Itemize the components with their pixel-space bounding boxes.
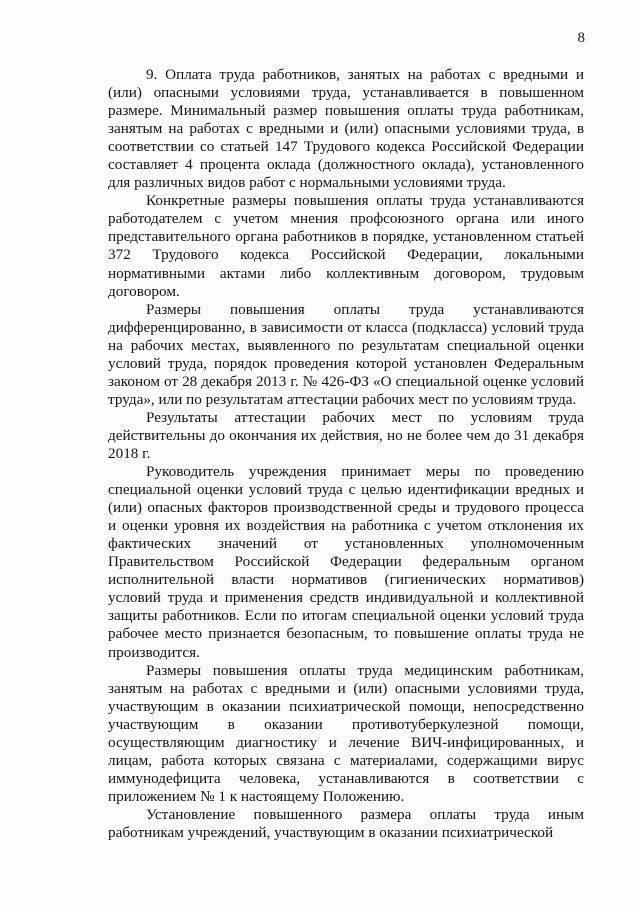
paragraph-medical-workers: Размеры повышения оплаты труда медицинским работникам, занятым на работах с вредными и (или) опасными условиями труда, участвующим в оказании психиатрической помощи, непосредственно участвующим в оказании противотуберкулезной помощи, осуществляющим диагностику и лечение ВИЧ-инфицированных, и лицам, работа которых связана с материалами, содержащими вирус иммунодефицита человека, устанавливаются в соответствии с приложением № 1 к настоящему Положению. (108, 661, 584, 805)
paragraph-other-workers: Установление повышенного размера оплаты труда иным работникам учреждений, участвующим в оказании психиатрической (108, 805, 584, 841)
document-body (108, 66, 584, 842)
paragraph-differentiated-amounts: Размеры повышения оплаты труда устанавливаются дифференцированно, в зависимости от класса (подкласса) условий труда на рабочих местах, выявленного по результатам специальной оценки условий труда, порядок проведения которой установлен Федеральным законом от 28 декабря 2013 г. № 426-ФЗ «О специальной оценке условий труда», или по результатам аттестации рабочих мест по условиям труда. (108, 300, 584, 408)
paragraph-specific-amounts: Конкретные размеры повышения оплаты труда устанавливаются работодателем с учетом мнения профсоюзного органа или иного представительного органа работников в порядке, установленном статьей 372 Трудового кодекса Российской Федерации, локальными нормативными актами либо коллективным договором, трудовым договором. (108, 192, 584, 300)
paragraph-attestation-results: Результаты аттестации рабочих мест по условиям труда действительны до окончания их действия, но не более чем до 31 декабря 2018 г. (108, 408, 584, 462)
paragraph-9-labor-payment: 9. Оплата труда работников, занятых на работах с вредными и (или) опасными условиями труда, устанавливается в повышенном размере. Минимальный размер повышения оплаты труда работникам, занятым на работах с вредными и (или) опасными условиями труда, в соответствии со статьей 147 Трудового кодекса Российской Федерации составляет 4 процента оклада (должностного оклада), установленного для различных видов работ с нормальными условиями труда. (108, 66, 584, 192)
page-number: 8 (577, 30, 585, 46)
paragraph-head-of-institution: Руководитель учреждения принимает меры по проведению специальной оценки условий труда с целью идентификации вредных и (или) опасных факторов производственной среды и трудового процесса и оценки уровня их воздействия на работника с учетом отклонения их фактических значений от установленных уполномоченным Правительством Российской Федерации федеральным органом исполнительной власти нормативов (гигиенических нормативов) условий труда и применения средств индивидуальной и коллективной защиты работников. Если по итогам специальной оценки условий труда рабочее место признается безопасным, то повышение оплаты труда не производится. (108, 463, 584, 661)
